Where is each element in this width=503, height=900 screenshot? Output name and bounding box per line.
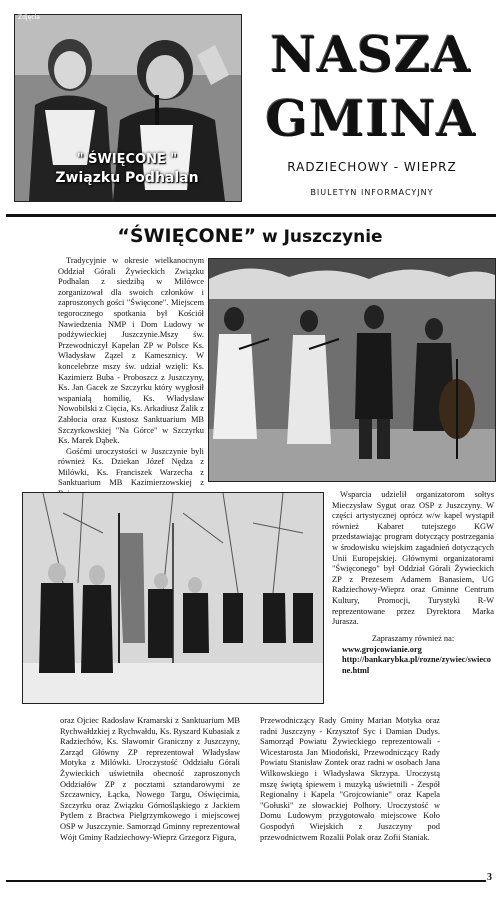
article-column-bottom-right (260, 716, 440, 882)
masthead-caption-line2: Związku Podhalan (55, 170, 199, 186)
link-bankarybka[interactable]: http://bankarybka.pl/rozne/zywiec/swiecone.html (342, 655, 491, 675)
paragraph: Wsparcia udzielił organizatorom sołtys Mieczysław Sygut oraz OSP z Juszczyny. W części artystycznej oprócz w/w kapel wystąpił również Kabaret tutejszego KGW przedstawiając program dotyczący postrzegania w środowisku wiejskim zagadnień dotyczących Unii Europejskiej. Głównymi organizatorami "Święconego" był Oddział Górali Żywieckich ZP z Prezesem Adamem Banasiem, UG Radziechowy-Wieprz oraz Gminne Centrum Kultury, Promocji, Turystyki R-W reprezentowane przez Dyrektora Marka Jurasza. (332, 490, 494, 627)
article-column-bottom-left (60, 716, 240, 882)
paragraph: Tradycyjnie w okresie wielkanocnym Oddział Górali Żywieckich Związku Podhalan z siedzibą w Milówce zorganizował dla swoich członków i zaproszonych gości "Święcone". Miejscem tegorocznego spotkania był Kościół Nawiedzenia NMP i Dom Ludowy w podżywieckiej Juszczynie.Mszy św. Przewodniczył Kapelan ZP w Polsce Ks. Władysław Zązel z Kamesznicy. W koncelebrze mszy św. udział wzięli: Ks. Kazimierz Buba - Proboszcz z Juszczyny, Ks. Jan Gacek ze Szczyrku który wygłosił wspaniałą homilię, Ks. Władysław Nowobilski z Cięcia, Ks. Arkadiusz Żalik z Zabłocia oraz Kustosz Sanktuarium MB Szczyrkowskiej "Na Górce" w Szczyrku Ks. Marek Dąbek. (58, 256, 204, 446)
masthead-rule (6, 214, 496, 217)
newsletter-title-nasza: NASZA (270, 25, 472, 84)
newsletter-title-gmina: GMINA (265, 89, 477, 148)
paragraph: Gośćmi uroczystości w Juszczynie byli również Ks. Dziekan Józef Nędza z Milówki, Ks. Franciszek Warzecha z Sanktuarium MB Kazimierzowskiej z (58, 446, 204, 488)
headline-quoted: “ŚWIĘCONE” (117, 225, 257, 247)
photo-credit-tag: Zdjęcia (18, 14, 40, 21)
footer-rule (6, 880, 486, 882)
paragraph: Przewodniczący Rady Gminy Marian Motyka oraz radni Juszczyny - Krzysztof Syc i Damian Dudys. Samorząd Powiatu Żywieckiego reprezentowali - Wicestarosta Jan Miodoński, Przewodniczący Rady Powiatu Stanisław Zontek oraz radni w osobach Jana Wilkowskiego i Władysława Skrzypa. Uroczystą mszę świętą śpiewem i muzyką uświetnili - Zespół Regionalny i Kapela "Grojcowianie" oraz Kapela "Gołuski" ze słowackiej Polhory. Uroczystość w Domu Ludowym przygotowało miejscowe Koło Gospodyń Wiejskich z Juszczyny pod przewodnictwem Rozalii Polak oraz Zofii Staniak. (260, 716, 440, 842)
folk-band-photo (208, 258, 496, 482)
page-number: 3 (487, 872, 492, 883)
link-grojcowianie[interactable]: www.grojcowianie.org (342, 644, 422, 654)
links-section (332, 634, 494, 676)
article-column-left-top (58, 256, 204, 488)
procession-photo (22, 492, 324, 704)
article-headline (60, 225, 440, 247)
paragraph: oraz Ojciec Radosław Kramarski z Sanktuarium MB Rychwałdzkiej z Rychwałdu, Ks. Ryszard Kubasiak z Radziechów, Ks. Sławomir Graniczny z Juszczyny, Zarząd Główny ZP reprezentował Władysław Motyka z Milówki. Uroczystość Oddziału Górali Żywieckich uświetniła obecność zaproszonych Oddziałów ZP z pocztami sztandarowymi ze Szczawnicy, Łącka, Nowego Targu, Oświęcimia, Szczyrku oraz Związku Górnośląskiego z Jackiem Pytlem z Bractwa Pielgrzymkowego i miejscowej OSP w Juszczynie. Samorząd Gminny reprezentował Wójt Gminy Radziechowy-Wieprz Grzegorz Figura, (60, 716, 240, 842)
masthead-caption-line1: " ŚWIĘCONE " (76, 152, 178, 167)
newsletter-bulletin-label: BIULETYN INFORMACYJNY (310, 188, 434, 197)
invite-text: Zapraszamy również na: (371, 634, 455, 643)
article-column-right-mid (332, 490, 494, 632)
headline-rest: w Juszczynie (256, 227, 383, 247)
newsletter-subtitle: RADZIECHOWY - WIEPRZ (287, 160, 457, 174)
